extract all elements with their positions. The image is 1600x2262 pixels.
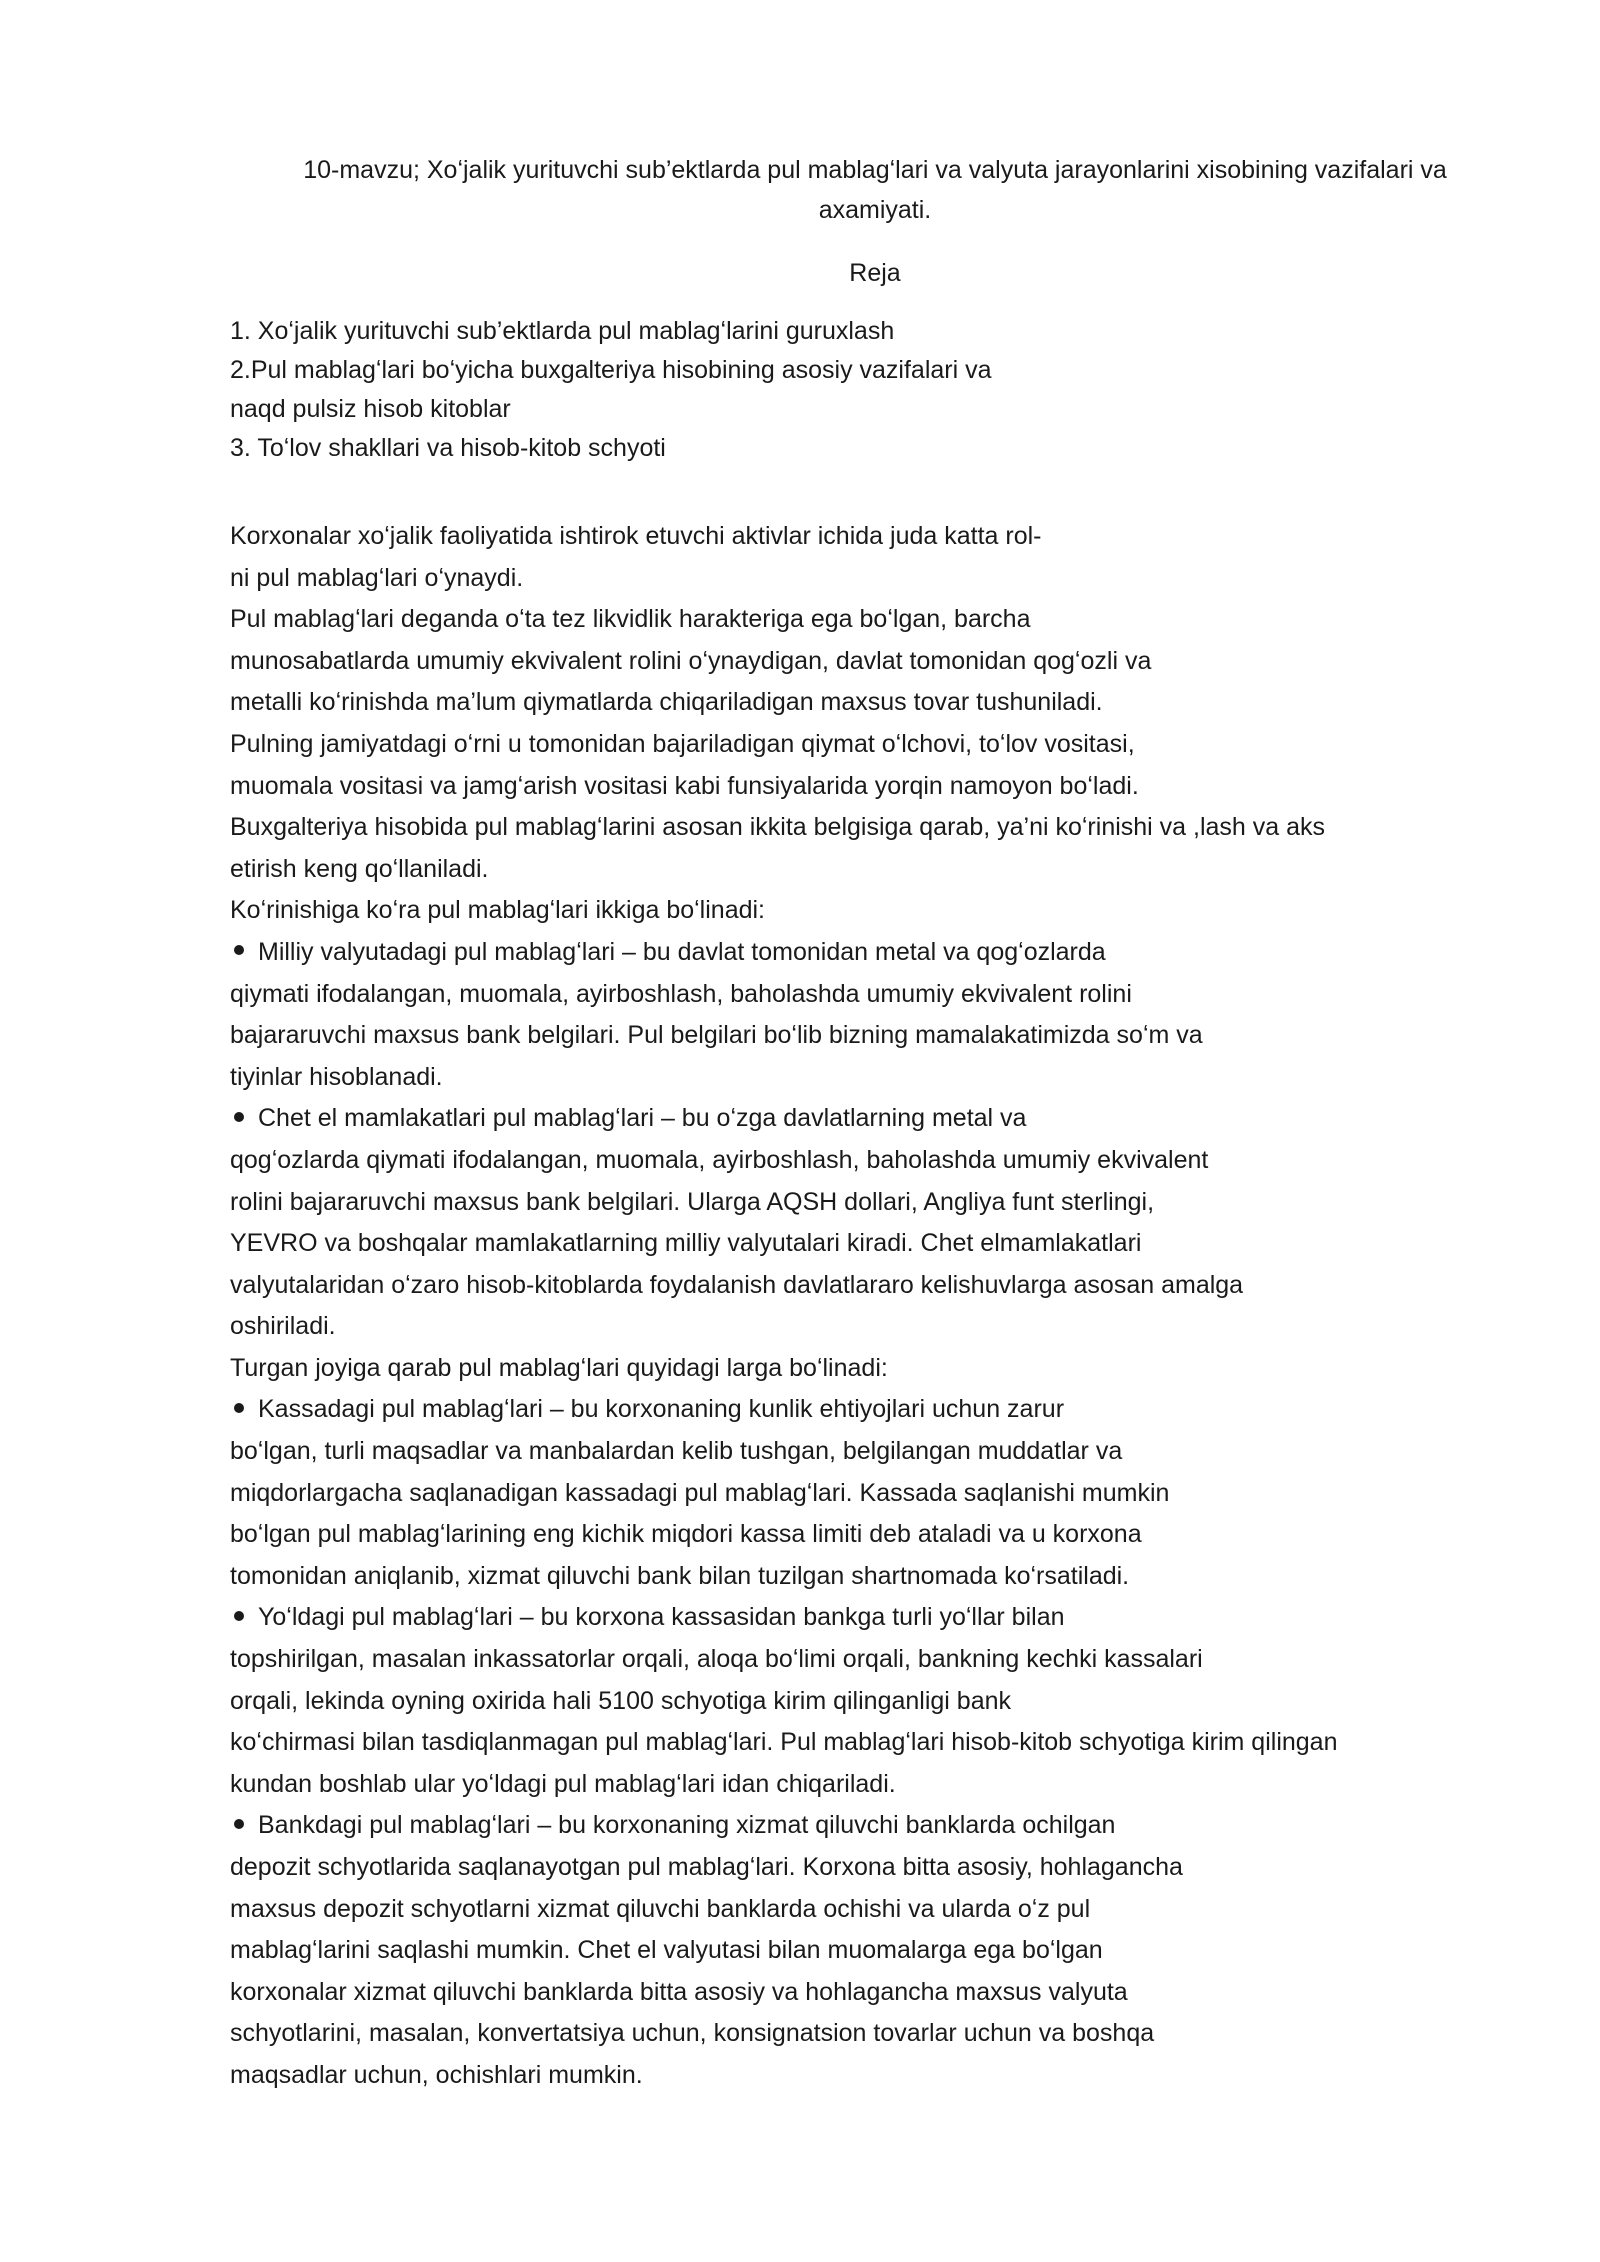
text-line: ni pul mablagʻlari oʻynaydi.: [230, 563, 524, 592]
text-line: Koʻrinishiga koʻra pul mablagʻlari ikkiga boʻlinadi:: [230, 896, 765, 925]
body-text: [230, 516, 1530, 2097]
bullet-line: [230, 1389, 1530, 1431]
bullet-text: Bankdagi pul mablagʻlari – bu korxonaning xizmat qiluvchi banklarda ochilgan: [258, 1811, 1116, 1840]
text-line: Korxonalar xoʻjalik faoliyatida ishtirok etuvchi aktivlar ichida juda katta rol-: [230, 522, 1042, 550]
plan-item: 3. Toʻlov shakllari va hisob-kitob schyoti: [230, 434, 666, 462]
bullet-icon: [234, 1819, 244, 1829]
text-line: depozit schyotlarida saqlanayotgan pul mablagʻlari. Korxona bitta asosiy, hohlagancha: [230, 1853, 1183, 1881]
plan-item: 1. Xoʻjalik yurituvchi sub’ektlarda pul mablagʻlarini guruxlash: [230, 317, 895, 345]
text-line: boʻlgan pul mablagʻlarining eng kichik miqdori kassa limiti deb ataladi va u korxona: [230, 1520, 1142, 1549]
text-line: mablagʻlarini saqlashi mumkin. Chet el valyutasi bilan muomalarga ega boʻlgan: [230, 1936, 1103, 1965]
bullet-text: Milliy valyutadagi pul mablagʻlari – bu davlat tomonidan metal va qogʻozlarda: [258, 937, 1106, 966]
text-line: miqdorlargacha saqlanadigan kassadagi pul mablagʻlari. Kassada saqlanishi mumkin: [230, 1478, 1170, 1507]
text-line: munosabatlarda umumiy ekvivalent rolini oʻynaydigan, davlat tomonidan qogʻozli va: [230, 646, 1152, 675]
bullet-icon: [234, 1112, 244, 1122]
text-line: bajararuvchi maxsus bank belgilari. Pul belgilari boʻlib bizning mamalakatimizda soʻm va: [230, 1021, 1203, 1050]
text-line: Buxgalteriya hisobida pul mablagʻlarini asosan ikkita belgisiga qarab, ya’ni koʻrinishi va ,lash va aks: [230, 813, 1326, 842]
text-line: korxonalar xizmat qiluvchi banklarda bitta asosiy va hohlagancha maxsus valyuta: [230, 1977, 1128, 2006]
plan-item: 2.Pul mablagʻlari boʻyicha buxgalteriya hisobining asosiy vazifalari va: [230, 356, 992, 384]
bullet-line: [230, 932, 1530, 974]
text-line: kundan boshlab ular yoʻldagi pul mablagʻlari idan chiqariladi.: [230, 1769, 896, 1798]
text-line: Pulning jamiyatdagi oʻrni u tomonidan bajariladigan qiymat oʻlchovi, toʻlov vositasi,: [230, 729, 1135, 758]
title-line: axamiyati.: [818, 196, 932, 224]
bullet-text: Kassadagi pul mablagʻlari – bu korxonaning kunlik ehtiyojlari uchun zarur: [258, 1395, 1065, 1424]
plan-item: naqd pulsiz hisob kitoblar: [230, 395, 511, 423]
text-line: muomala vositasi va jamgʻarish vositasi kabi funsiyalarida yorqin namoyon boʻladi.: [230, 771, 1139, 800]
bullet-text: Chet el mamlakatlari pul mablagʻlari – bu oʻzga davlatlarning metal va: [258, 1104, 1027, 1133]
text-line: valyutalaridan oʻzaro hisob-kitoblarda foydalanish davlatlararo kelishuvlarga asosan amalga: [230, 1270, 1244, 1299]
bullet-line: [230, 1805, 1530, 1847]
page-title: [225, 150, 1525, 230]
text-line: metalli koʻrinishda ma’lum qiymatlarda chiqariladigan maxsus tovar tushuniladi.: [230, 688, 1103, 717]
text-line: tomonidan aniqlanib, xizmat qiluvchi bank bilan tuzilgan shartnomada koʻrsatiladi.: [230, 1561, 1130, 1590]
text-line: boʻlgan, turli maqsadlar va manbalardan kelib tushgan, belgilangan muddatlar va: [230, 1437, 1123, 1466]
bullet-line: [230, 1098, 1530, 1140]
text-line: maxsus depozit schyotlarni xizmat qiluvchi banklarda ochishi va ularda oʻz pul: [230, 1894, 1091, 1923]
plan-heading: Reja: [849, 259, 901, 287]
title-line: 10-mavzu; Xoʻjalik yurituvchi sub’ektlarda pul mablagʻlari va valyuta jarayonlarini xisobining vazifalari va: [303, 156, 1447, 184]
plan-list: [230, 312, 1530, 468]
bullet-line: [230, 1597, 1530, 1639]
bullet-icon: [234, 945, 244, 955]
text-line: YEVRO va boshqalar mamlakatlarning milliy valyutalari kiradi. Chet elmamlakatlari: [230, 1229, 1142, 1258]
text-line: qiymati ifodalangan, muomala, ayirboshlash, baholashda umumiy ekvivalent rolini: [230, 979, 1132, 1008]
bullet-text: Yoʻldagi pul mablagʻlari – bu korxona kassasidan bankga turli yoʻllar bilan: [258, 1603, 1065, 1632]
text-line: Pul mablagʻlari deganda oʻta tez likvidlik harakteriga ega boʻlgan, barcha: [230, 605, 1031, 634]
text-line: etirish keng qoʻllaniladi.: [230, 854, 489, 883]
bullet-icon: [234, 1403, 244, 1413]
bullet-icon: [234, 1611, 244, 1621]
text-line: qogʻozlarda qiymati ifodalangan, muomala, ayirboshlash, baholashda umumiy ekvivalent: [230, 1145, 1209, 1174]
text-line: koʻchirmasi bilan tasdiqlanmagan pul mablagʻlari. Pul mablagʻlari hisob-kitob schyotiga kirim qilingan: [230, 1728, 1338, 1757]
text-line: maqsadlar uchun, ochishlari mumkin.: [230, 2060, 643, 2089]
text-line: oshiriladi.: [230, 1312, 336, 1341]
text-line: schyotlarini, masalan, konvertatsiya uchun, konsignatsion tovarlar uchun va boshqa: [230, 2019, 1155, 2048]
text-line: topshirilgan, masalan inkassatorlar orqali, aloqa boʻlimi orqali, bankning kechki kassalari: [230, 1645, 1203, 1674]
text-line: orqali, lekinda oyning oxirida hali 5100 schyotiga kirim qilinganligi bank: [230, 1686, 1012, 1715]
text-line: tiyinlar hisoblanadi.: [230, 1062, 443, 1091]
text-line: Turgan joyiga qarab pul mablagʻlari quyidagi larga boʻlinadi:: [230, 1353, 888, 1382]
text-line: rolini bajararuvchi maxsus bank belgilari. Ularga AQSH dollari, Angliya funt sterlingi,: [230, 1187, 1155, 1216]
